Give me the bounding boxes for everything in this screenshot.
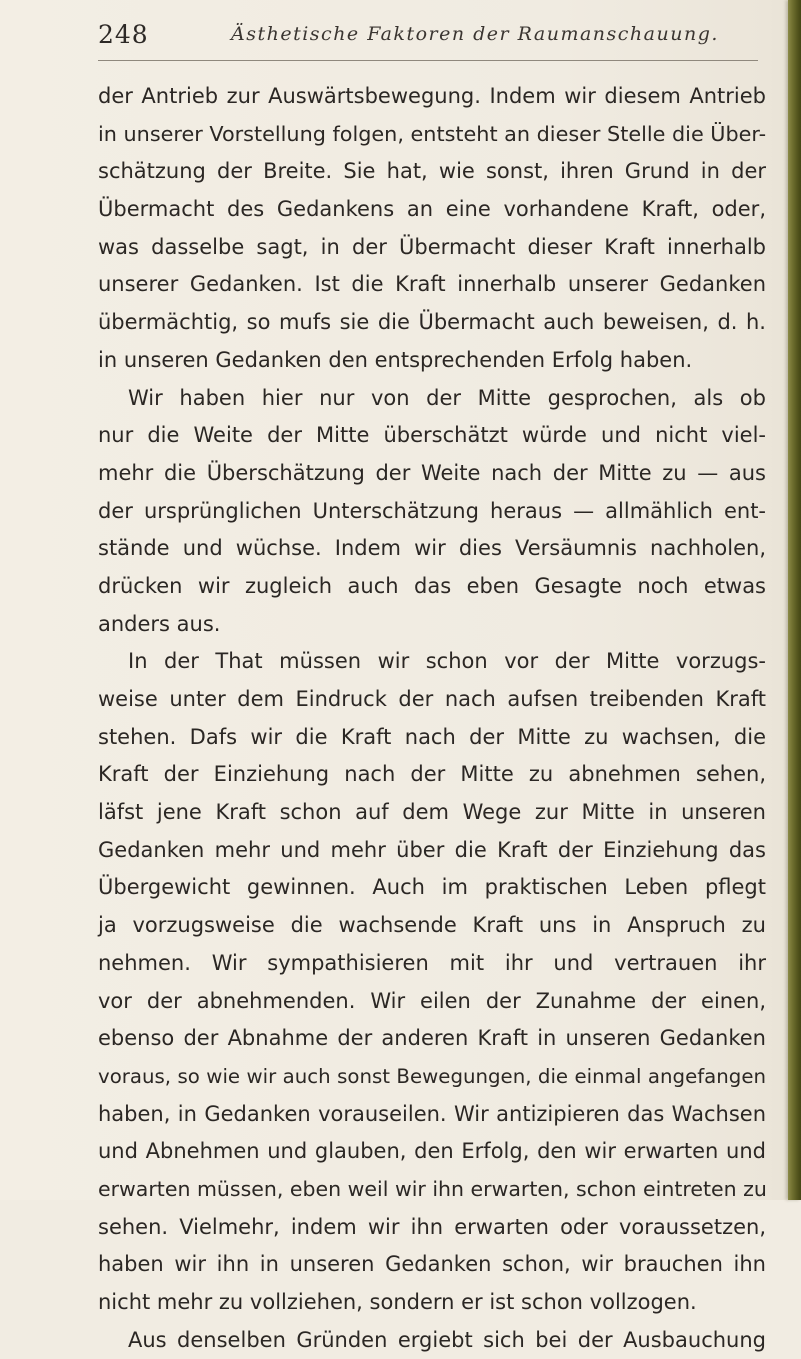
text-line: stände und wüchse. Indem wir dies Versäumnis nachholen,	[98, 536, 766, 561]
text-line: Kraft der Einziehung nach der Mitte zu abnehmen sehen,	[98, 762, 766, 787]
page-header	[98, 18, 738, 58]
text-line: der ursprünglichen Unterschätzung heraus — allmählich ent-	[98, 498, 766, 523]
text-line: voraus, so wie wir auch sonst Bewegungen, die einmal angefangen	[98, 1064, 766, 1088]
text-line: vor der abnehmenden. Wir eilen der Zunahme der einen,	[98, 988, 766, 1013]
text-line: haben wir ihn in unseren Gedanken schon, wir brauchen ihn	[98, 1252, 766, 1277]
text-line: läfst jene Kraft schon auf dem Wege zur Mitte in unseren	[98, 800, 766, 825]
text-line: nehmen. Wir sympathisieren mit ihr und vertrauen ihr	[98, 950, 766, 975]
text-line: In der That müssen wir schon vor der Mitte vorzugs-	[128, 649, 766, 674]
text-line: ebenso der Abnahme der anderen Kraft in unseren Gedanken	[98, 1026, 766, 1051]
text-line: Aus denselben Gründen ergiebt sich bei der Ausbauchung	[128, 1327, 766, 1352]
running-head: Ästhetische Faktoren der Raumanschauung.	[231, 23, 719, 45]
text-line: anders aus.	[98, 611, 221, 636]
page-number: 248	[98, 20, 149, 49]
text-line: nur die Weite der Mitte überschätzt würde und nicht viel-	[98, 423, 766, 448]
text-line: sehen. Vielmehr, indem wir ihn erwarten oder voraussetzen,	[98, 1214, 766, 1239]
text-line: Übergewicht gewinnen. Auch im praktischen Leben pflegt	[98, 875, 766, 900]
text-line: was dasselbe sagt, in der Übermacht dieser Kraft innerhalb	[98, 234, 766, 259]
text-line: unserer Gedanken. Ist die Kraft innerhalb unserer Gedanken	[98, 272, 766, 297]
text-line: der Antrieb zur Auswärtsbewegung. Indem wir diesem Antrieb	[98, 84, 766, 108]
text-line: Wir haben hier nur von der Mitte gesprochen, als ob	[128, 385, 766, 410]
text-line: schätzung der Breite. Sie hat, wie sonst, ihren Grund in der	[98, 159, 766, 184]
header-rule	[98, 60, 758, 61]
body-text	[98, 78, 766, 1359]
text-line: in unseren Gedanken den entsprechenden Erfolg haben.	[98, 347, 693, 372]
text-line: nicht mehr zu vollziehen, sondern er ist schon vollzogen.	[98, 1290, 697, 1314]
text-line: und Abnehmen und glauben, den Erfolg, den wir erwarten und	[98, 1139, 766, 1164]
text-line: drücken wir zugleich auch das eben Gesagte noch etwas	[98, 573, 766, 598]
text-line: stehen. Dafs wir die Kraft nach der Mitte zu wachsen, die	[98, 724, 766, 749]
binding-edge	[788, 0, 801, 1200]
text-line: mehr die Überschätzung der Weite nach der Mitte zu — aus	[98, 460, 766, 485]
text-line: ja vorzugsweise die wachsende Kraft uns in Anspruch zu	[98, 913, 766, 938]
text-line: haben, in Gedanken vorauseilen. Wir antizipieren das Wachsen	[98, 1101, 766, 1126]
text-line: erwarten müssen, eben weil wir ihn erwarten, schon eintreten zu	[98, 1176, 767, 1201]
text-line: in unserer Vorstellung folgen, entsteht an dieser Stelle die Über-	[98, 121, 767, 146]
text-line: weise unter dem Eindruck der nach aufsen treibenden Kraft	[98, 687, 766, 711]
text-line: Gedanken mehr und mehr über die Kraft der Einziehung das	[98, 837, 766, 862]
text-line: Übermacht des Gedankens an eine vorhandene Kraft, oder,	[98, 197, 766, 222]
text-line: übermächtig, so mufs sie die Übermacht auch beweisen, d. h.	[98, 310, 766, 335]
